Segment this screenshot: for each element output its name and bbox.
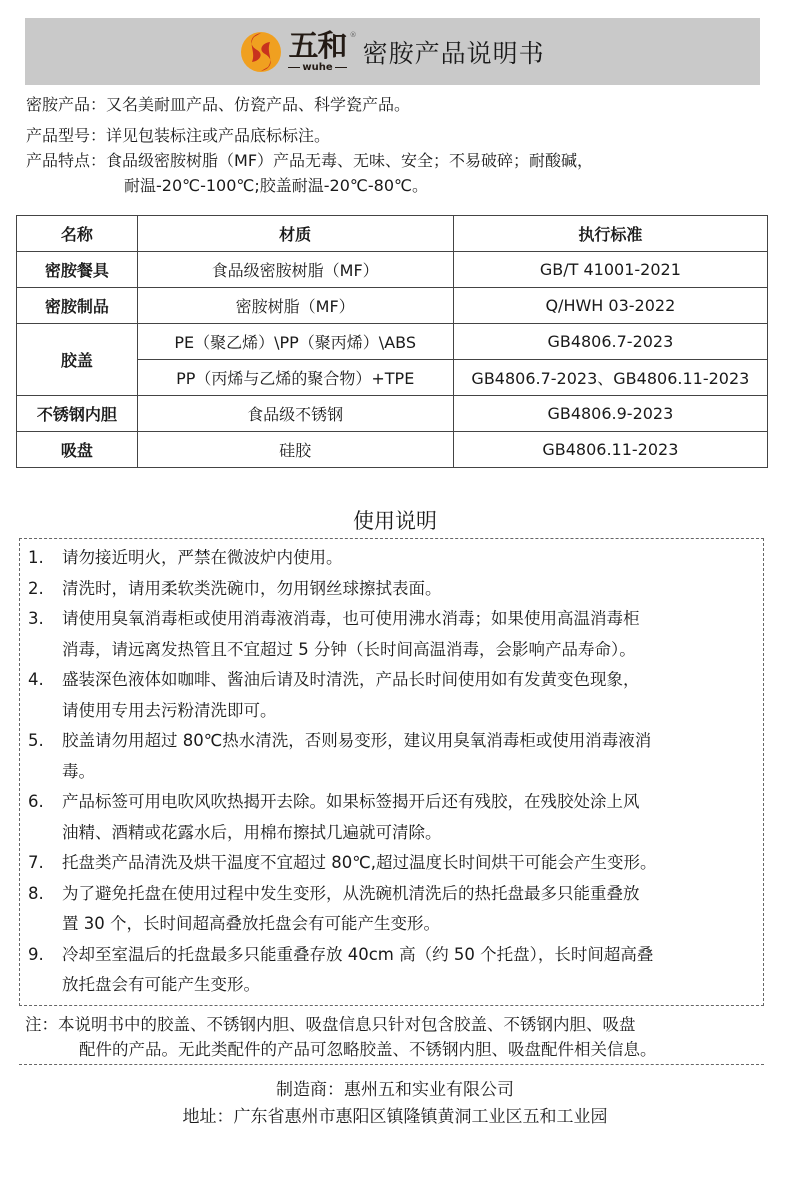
row-standard: GB4806.9-2023	[453, 396, 767, 432]
header-material: 材质	[137, 216, 453, 252]
row-name: 密胺制品	[17, 288, 138, 324]
manufacturer-info	[0, 1077, 790, 1131]
intro-features-label: 产品特点：	[26, 151, 107, 170]
intro-features	[26, 148, 766, 173]
manufacturer-name: 制造商：惠州五和实业有限公司	[276, 1080, 514, 1100]
table-row	[17, 432, 768, 468]
row-material: 硅胶	[137, 432, 453, 468]
row-material: 密胺树脂（MF）	[137, 288, 453, 324]
item-number: 8.	[28, 883, 44, 903]
intro-model	[26, 123, 766, 148]
row-standard: GB4806.7-2023、GB4806.11-2023	[453, 360, 767, 396]
intro-features-line1: 食品级密胺树脂（MF）产品无毒、无味、安全；不易破碎；耐酸碱，	[106, 151, 594, 170]
item-number: 4.	[28, 670, 44, 689]
table-row	[17, 252, 768, 288]
item-number: 7.	[28, 853, 44, 872]
list-item	[28, 726, 763, 787]
item-line: 毒。	[62, 761, 95, 781]
row-standard: Q/HWH 03-2022	[453, 288, 767, 324]
header-standard: 执行标准	[453, 216, 767, 252]
row-material: PP（丙烯与乙烯的聚合物）+TPE	[137, 360, 453, 396]
item-line: 放托盘会有可能产生变形。	[62, 975, 260, 994]
item-line: 为了避免托盘在使用过程中发生变形，从洗碗机清洗后的热托盘最多只能重叠放	[62, 883, 640, 903]
note-line2: 配件的产品。无此类配件的产品可忽略胶盖、不锈钢内胆、吸盘配件相关信息。	[79, 1040, 657, 1059]
list-item	[28, 940, 763, 1001]
item-number: 1.	[28, 548, 44, 567]
item-line: 请勿接近明火，严禁在微波炉内使用。	[62, 548, 343, 567]
table-row	[17, 324, 768, 360]
item-line: 油精、酒精或花露水后，用棉布擦拭几遍就可清除。	[62, 822, 442, 842]
row-name: 密胺餐具	[17, 252, 138, 288]
list-item	[28, 543, 763, 574]
header-name: 名称	[17, 216, 138, 252]
row-material: 食品级不锈钢	[137, 396, 453, 432]
header-banner	[25, 18, 760, 85]
logo-swirl-icon	[240, 31, 282, 73]
list-item	[28, 604, 763, 665]
row-material: 食品级密胺树脂（MF）	[137, 252, 453, 288]
item-line: 托盘类产品清洗及烘干温度不宜超过 80℃,超过温度长时间烘干可能会产生变形。	[62, 853, 657, 872]
row-standard: GB4806.7-2023	[453, 324, 767, 360]
row-standard: GB/T 41001-2021	[453, 252, 767, 288]
list-item	[28, 574, 763, 605]
brand-name-en: wuhe	[286, 63, 348, 73]
spec-table	[16, 215, 768, 468]
brand-name-cn: 五和	[288, 28, 347, 64]
item-line: 请使用臭氧消毒柜或使用消毒液消毒，也可使用沸水消毒；如果使用高温消毒柜	[62, 609, 640, 628]
item-line: 冷却至室温后的托盘最多只能重叠存放 40cm 高（约 50 个托盘），长时间超高叠	[62, 944, 654, 964]
row-standard: GB4806.11-2023	[453, 432, 767, 468]
item-number: 6.	[28, 792, 44, 811]
list-item	[28, 848, 763, 879]
row-name: 不锈钢内胆	[17, 396, 138, 432]
brand-logo	[240, 28, 357, 73]
list-item	[28, 665, 763, 726]
item-number: 3.	[28, 609, 44, 628]
table-row	[17, 288, 768, 324]
item-line: 请使用专用去污粉清洗即可。	[62, 700, 277, 720]
usage-title: 使用说明	[353, 509, 437, 533]
intro-product-value: 又名美耐皿产品、仿瓷产品、科学瓷产品。	[106, 95, 411, 114]
list-item	[28, 879, 763, 940]
row-name: 吸盘	[17, 432, 138, 468]
page-title: 密胺产品说明书	[362, 38, 545, 68]
table-header-row	[17, 216, 768, 252]
intro-model-value: 详见包装标注或产品底标标注。	[106, 126, 331, 145]
item-number: 9.	[28, 944, 44, 964]
product-intro	[26, 92, 766, 198]
note-line1: 注：本说明书中的胶盖、不锈钢内胆、吸盘信息只针对包含胶盖、不锈钢内胆、吸盘	[25, 1015, 636, 1034]
intro-product	[26, 92, 766, 117]
intro-model-label: 产品型号：	[26, 126, 107, 145]
item-number: 2.	[28, 578, 44, 598]
item-line: 消毒，请远离发热管且不宜超过 5 分钟（长时间高温消毒，会影响产品寿命）。	[62, 639, 636, 659]
note	[25, 1012, 767, 1062]
item-line: 产品标签可用电吹风吹热揭开去除。如果标签揭开后还有残胶，在残胶处涂上风	[62, 792, 640, 811]
registered-mark: ®	[349, 30, 357, 39]
item-line: 盛装深色液体如咖啡、酱油后请及时清洗，产品长时间使用如有发黄变色现象，	[62, 670, 640, 689]
item-line: 置 30 个，长时间超高叠放托盘会有可能产生变形。	[62, 914, 440, 933]
table-row	[17, 396, 768, 432]
intro-features-line2: 耐温-20℃-100℃;胶盖耐温-20℃-80℃。	[124, 176, 428, 195]
intro-product-label: 密胺产品：	[26, 95, 107, 114]
note-divider	[19, 1064, 764, 1065]
item-line: 胶盖请勿用超过 80℃热水清洗，否则易变形，建议用臭氧消毒柜或使用消毒液消	[62, 731, 652, 750]
manufacturer-address: 地址：广东省惠州市惠阳区镇隆镇黄洞工业区五和工业园	[182, 1107, 608, 1127]
row-name: 胶盖	[17, 324, 138, 396]
list-item	[28, 787, 763, 848]
item-line: 清洗时，请用柔软类洗碗巾，勿用钢丝球擦拭表面。	[62, 578, 442, 598]
usage-list	[28, 543, 763, 1001]
row-material: PE（聚乙烯）\PP（聚丙烯）\ABS	[137, 324, 453, 360]
item-number: 5.	[28, 731, 44, 750]
